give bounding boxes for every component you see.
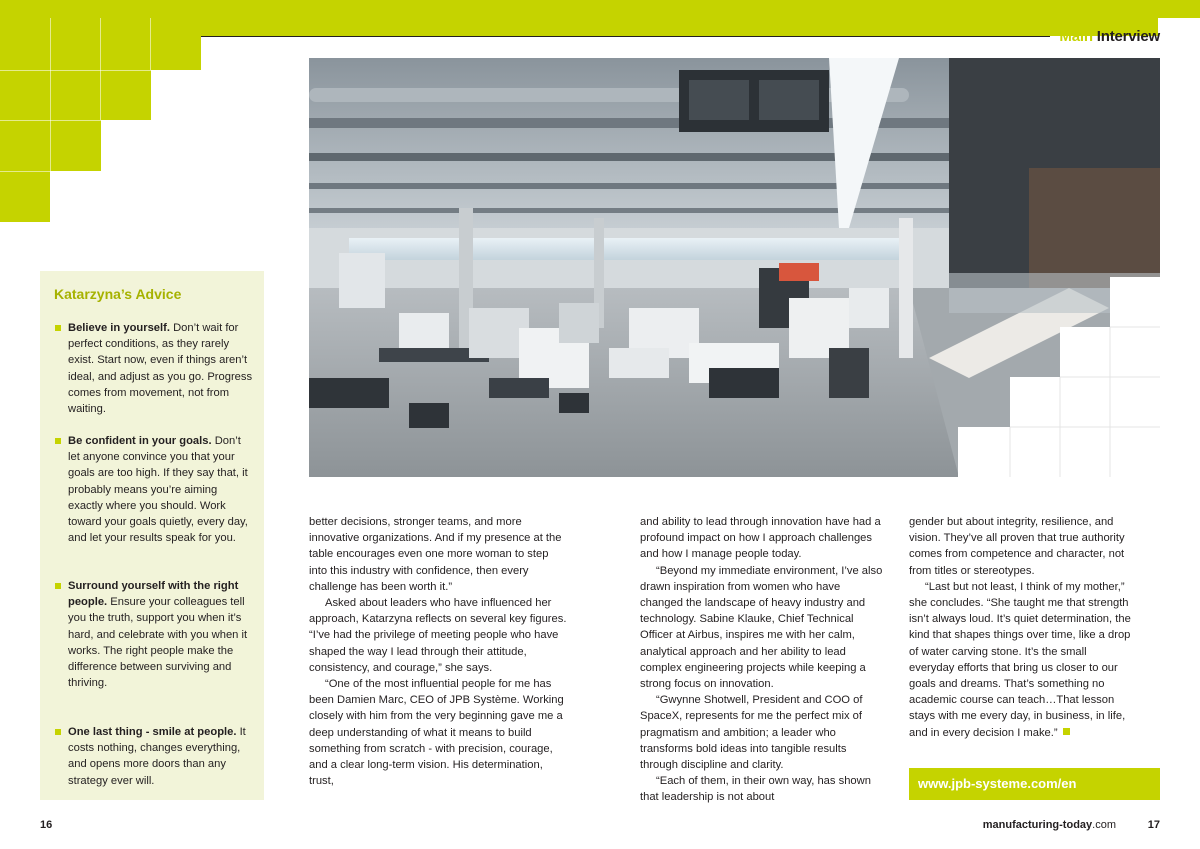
website-link[interactable]: www.jpb-systeme.com/en — [918, 776, 1077, 791]
footer-site-name: manufacturing-today.com — [982, 819, 1116, 831]
bullet-square-icon — [55, 438, 61, 444]
bullet-square-icon — [55, 729, 61, 735]
paragraph: better decisions, stronger teams, and more innovative organizations. And if my presence at the table encourages even one more woman to step into this industry with confidence, then every challenge has been worth it.” — [309, 516, 562, 593]
website-link-box[interactable] — [909, 768, 1160, 800]
paragraph: “Last but not least, I think of my mother,” she concludes. “She taught me that strength isn’t always loud. It’s quiet determination, the kind that shapes things over time, like a drop of water carving stone. It’s the small everyday efforts that bring us closer to our goals and dreams. That’s something no academic course can teach…That lesson stays with me every day, in business, in life, and in every decision I make.” — [909, 580, 1131, 739]
advice-tip: One last thing - smile at people. It costs nothing, changes everything, and opens more doors than any strategy ever will. — [68, 724, 254, 789]
bullet-square-icon — [55, 583, 61, 589]
body-column-3 — [909, 514, 1135, 741]
paragraph: and ability to lead through innovation have had a profound impact on how I approach challenges and how I manage people today. — [640, 516, 881, 561]
page-number-left: 16 — [40, 819, 53, 831]
paragraph: gender but about integrity, resilience, and vision. They’ve all proven that true authority comes from competence and character, not from titles or stereotypes. — [909, 516, 1125, 577]
body-column-2 — [640, 514, 884, 806]
advice-tip: Believe in yourself. Don’t wait for perfect conditions, as they rarely exist. Start now, even if things aren’t ideal, and adjust as you go. Progress comes from movement, not from waiting. — [68, 320, 254, 417]
section-label-rest: Interview — [1096, 28, 1160, 45]
paragraph: Asked about leaders who have influenced her approach, Katarzyna reflects on several key figures. “I’ve had the privilege of meeting people who have shaped the way I lead through their attitude, consistency, and courage,” she says. — [309, 597, 567, 674]
section-label-highlight: Main — [1059, 28, 1093, 45]
paragraph: “One of the most influential people for me has been Damien Marc, CEO of JPB Système. Working closely with him from the very beginning gave me a deep understanding of what it means to build something from scratch - with precision, courage, and a clear long-term vision. His determination, trust, — [309, 678, 564, 788]
factory-floor-photo — [309, 58, 1160, 477]
bullet-square-icon — [55, 325, 61, 331]
advice-title: Katarzyna’s Advice — [54, 286, 182, 302]
paragraph: “Gwynne Shotwell, President and COO of SpaceX, represents for me the perfect mix of pragmatism and ambition; a leader who transforms bold ideas into tangible results through discipline and clarity. — [640, 694, 863, 772]
page-number-right: 17 — [1147, 819, 1160, 831]
section-label — [1059, 28, 1160, 45]
body-column-1 — [309, 514, 569, 789]
advice-tip: Surround yourself with the right people. Ensure your colleagues tell you the truth, support you when it’s hard, and celebrate with you when it works. The right people make the difference between surviving and thriving. — [68, 578, 254, 691]
advice-sidebar — [40, 271, 264, 800]
end-mark-icon — [1063, 728, 1070, 735]
factory-floor-illustration — [309, 58, 1160, 477]
paragraph: “Beyond my immediate environment, I’ve also drawn inspiration from women who have changed the landscape of heavy industry and technology. Sabine Klauke, Chief Technical Officer at Airbus, inspires me with her calm, analytical approach and her ability to lead complex engineering projects while keeping a strong focus on innovation. — [640, 564, 883, 691]
top-accent-bar — [0, 0, 1200, 18]
advice-tip: Be confident in your goals. Don’t let anyone convince you that your goals are too high. If they say that, it probably means you’re aiming exactly where you should. Work toward your goals quietly, every day, and let your results speak for you. — [68, 433, 254, 546]
paragraph: “Each of them, in their own way, has shown that leadership is not about — [640, 775, 871, 804]
